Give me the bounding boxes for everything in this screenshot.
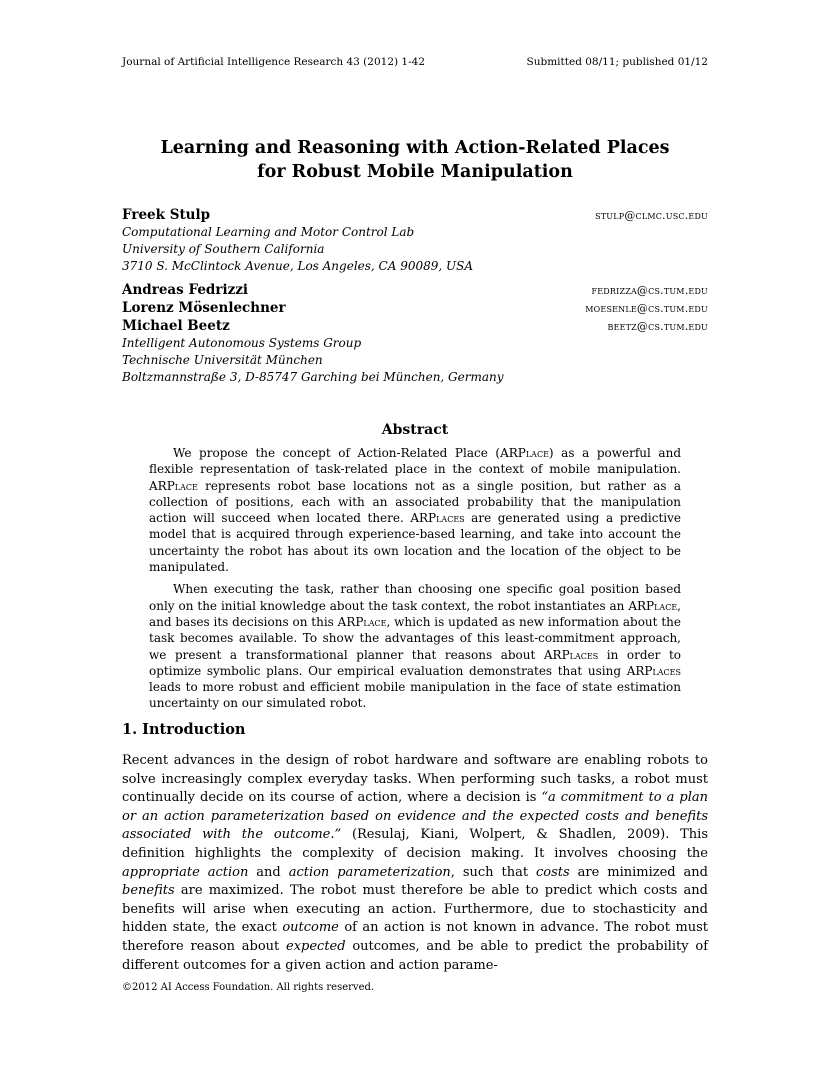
author-name: Lorenz Mösenlechner [122,300,286,316]
abstract-paragraph-2 [149,581,681,711]
arplace-term: ARPlaces [626,663,681,678]
affiliation-line: Boltzmannstraße 3, D-85747 Garching bei München, Germany [122,370,504,384]
emphasis: action parameterization [288,864,451,880]
affiliation-line: 3710 S. McClintock Avenue, Los Angeles, CA 90089, USA [122,259,474,273]
section-heading-introduction: 1. Introduction [122,721,246,738]
text-run: , such that [450,864,537,880]
text-run: in order to optimize symbolic plans. Our empirical evaluation demonstrates that using [149,647,681,678]
text-run: (Resulaj, Kiani, Wolpert, & Shadlen, 2009). This definition highlights the complexity of decision making. It involves choosing the [122,827,709,861]
author-name: Freek Stulp [122,207,211,223]
copyright-footer: ©2012 AI Access Foundation. All rights reserved. [122,982,375,993]
emphasis: appropriate action [122,864,249,880]
introduction-paragraph [122,752,708,975]
arplace-term: ARPlace [500,446,549,460]
author-name: Andreas Fedrizzi [122,282,249,298]
emphasis: expected [286,938,346,954]
text-run: Recent advances in the design of robot hardware and software are enabling robots to solve increasingly complex everyday tasks. When performing such tasks, a robot must continually decide on its course of action, where a decision is [122,753,708,806]
text-run: outcomes, and be able to predict the probability of different outcomes for a given action and action parame- [122,938,709,973]
submission-dates: Submitted 08/11; published 01/12 [526,56,708,68]
emphasis: costs [536,864,570,880]
author-row [122,206,708,224]
title-line-1: Learning and Reasoning with Action-Related Places [160,138,670,158]
journal-citation: Journal of Artificial Intelligence Research 43 (2012) 1-42 [122,56,426,68]
abstract-heading: Abstract [381,422,449,438]
author-block-2 [122,281,708,386]
title-line-2: for Robust Mobile Manipulation [257,162,573,182]
text-run: leads to more robust and efficient mobile manipulation in the face of state estimation uncertainty on our simulated robot. [149,680,681,711]
arplace-term: ARPlace [149,478,198,493]
emphasis: outcome [282,920,339,936]
affiliation-line: Computational Learning and Motor Control Lab [122,225,415,239]
arplace-term: ARPlace [337,614,387,629]
author-row [122,299,708,317]
author-name: Michael Beetz [122,318,230,334]
introduction-body [122,752,708,975]
text-run: are maximized. The robot must therefore be able to predict which costs and benefits will arise when executing an action. Furthermore, due to stochasticity and hidden state, the exact [122,883,708,936]
text-run: are minimized and [569,864,708,880]
text-run: and [248,864,289,880]
author-email: fedrizza@cs.tum.edu [591,284,708,297]
author-row [122,281,708,299]
quoted-definition: “a commitment to a plan or an action parameterization based on evidence and the expected costs and benefits associated with the outcome.” [122,790,708,843]
affiliation-line: Intelligent Autonomous Systems Group [122,336,362,350]
arplace-term: ARPlaces [543,647,599,662]
author-email: moesenle@cs.tum.edu [585,302,708,315]
text-run: ) as a powerful and flexible representation of task-related place in the context of mobile manipulation. [149,446,681,477]
running-header [122,56,708,68]
text-run: We propose the concept of Action-Related Place ( [173,446,501,460]
text-run: of an action is not known in advance. The robot must therefore reason about [122,920,708,954]
text-run: represents robot base locations not as a single position, but rather as a collection of positions, each with an associated probability that the manipulation action will succeed when located there. [149,478,681,526]
affiliation-line: University of Southern California [122,242,325,256]
text-run: , and bases its decisions on this [149,598,681,629]
abstract-body [149,445,681,718]
paper-title [122,136,708,184]
emphasis: benefits [122,883,175,899]
abstract-paragraph-1 [149,445,681,575]
author-row [122,317,708,335]
author-email: beetz@cs.tum.edu [607,320,708,333]
text-run: , which is updated as new information about the task becomes available. To show the advantages of this least-commitment approach, we present a transformational planner that reasons about [149,614,681,662]
arplace-term: ARPlace [628,598,678,613]
affiliation-line: Technische Universität München [122,353,323,367]
text-run: When executing the task, rather than choosing one specific goal position based only on the initial knowledge about the task context, the robot instantiates an [149,582,681,613]
arplace-term: ARPlaces [410,511,465,526]
author-email: stulp@clmc.usc.edu [595,209,708,222]
author-block-1 [122,206,708,275]
text-run: are generated using a predictive model that is acquired through experience-based learning, and take into account the uncertainty the robot has about its own location and the location of the object to be manipulated. [149,511,681,575]
